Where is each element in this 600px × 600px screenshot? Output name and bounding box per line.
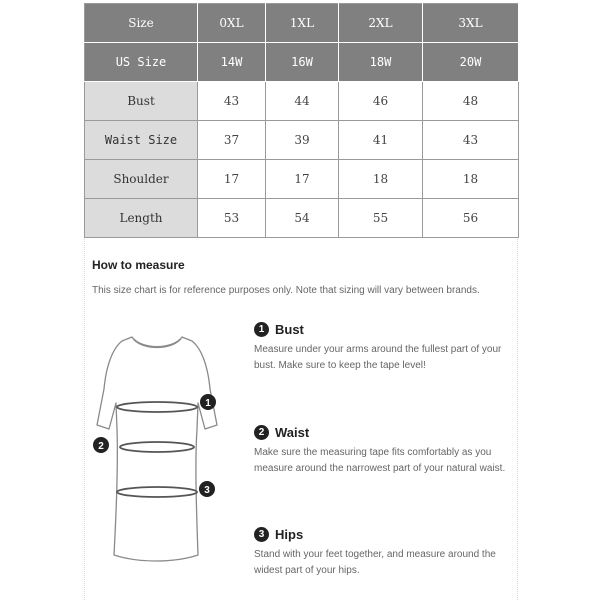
step-description — [254, 445, 514, 477]
marker-number: 2 — [98, 441, 104, 452]
row-label: Shoulder — [85, 160, 198, 199]
table-cell: 18 — [423, 160, 519, 199]
table-cell: 41 — [339, 121, 423, 160]
measure-guide — [84, 239, 518, 600]
step-text-line: Stand with your feet together, and measure around the — [254, 549, 496, 560]
dress-outline — [97, 337, 217, 561]
table-cell: 46 — [339, 82, 423, 121]
table-cell: 17 — [198, 160, 266, 199]
step-number-badge: 1 — [254, 322, 269, 337]
step-text-line: bust. Make sure to keep the tape level! — [254, 360, 426, 371]
step-title: Waist — [275, 424, 310, 440]
guide-note: This size chart is for reference purposes only. Note that sizing will vary between brands. — [92, 285, 480, 296]
header-cell: Size — [85, 4, 198, 43]
step-heading — [254, 320, 514, 338]
step-number-badge: 2 — [254, 425, 269, 440]
row-label: Waist Size — [85, 121, 198, 160]
header-cell: 3XL — [423, 4, 519, 43]
step-description — [254, 342, 514, 374]
table-cell: 16W — [266, 43, 339, 82]
step-bust — [254, 320, 514, 374]
step-heading — [254, 423, 514, 441]
header-cell: 0XL — [198, 4, 266, 43]
table-row — [85, 43, 519, 82]
table-cell: 44 — [266, 82, 339, 121]
table-cell: 18 — [339, 160, 423, 199]
step-text-line: measure around the narrowest part of your natural waist. — [254, 463, 506, 474]
table-cell: 14W — [198, 43, 266, 82]
table-cell: 20W — [423, 43, 519, 82]
table-cell: 56 — [423, 199, 519, 238]
marker-number: 3 — [204, 485, 210, 496]
table-cell: 18W — [339, 43, 423, 82]
table-row — [85, 121, 519, 160]
table-cell: 48 — [423, 82, 519, 121]
row-label: US Size — [85, 43, 198, 82]
table-row — [85, 82, 519, 121]
step-text-line: Make sure the measuring tape fits comfortably as you — [254, 447, 492, 458]
step-title: Bust — [275, 321, 304, 337]
step-text-line: widest part of your hips. — [254, 565, 360, 576]
table-cell: 37 — [198, 121, 266, 160]
row-label: Length — [85, 199, 198, 238]
table-cell: 17 — [266, 160, 339, 199]
marker-number: 1 — [205, 398, 211, 409]
table-cell: 53 — [198, 199, 266, 238]
table-cell: 43 — [423, 121, 519, 160]
size-chart-table — [84, 3, 519, 238]
table-cell: 39 — [266, 121, 339, 160]
step-text-line: Measure under your arms around the fullest part of your — [254, 344, 502, 355]
step-waist — [254, 423, 514, 477]
step-heading — [254, 525, 514, 543]
step-description — [254, 547, 514, 579]
marker-waist — [93, 437, 109, 453]
table-row — [85, 199, 519, 238]
row-label: Bust — [85, 82, 198, 121]
table-cell: 43 — [198, 82, 266, 121]
table-cell: 55 — [339, 199, 423, 238]
table-header-row — [85, 4, 519, 43]
header-cell: 2XL — [339, 4, 423, 43]
step-number-badge: 3 — [254, 527, 269, 542]
marker-hips — [199, 481, 215, 497]
step-title: Hips — [275, 526, 304, 542]
dress-figure-illustration — [84, 329, 224, 569]
table-cell: 54 — [266, 199, 339, 238]
marker-bust — [200, 394, 216, 410]
step-hips — [254, 525, 514, 579]
table-row — [85, 160, 519, 199]
header-cell: 1XL — [266, 4, 339, 43]
guide-title: How to measure — [92, 258, 185, 272]
